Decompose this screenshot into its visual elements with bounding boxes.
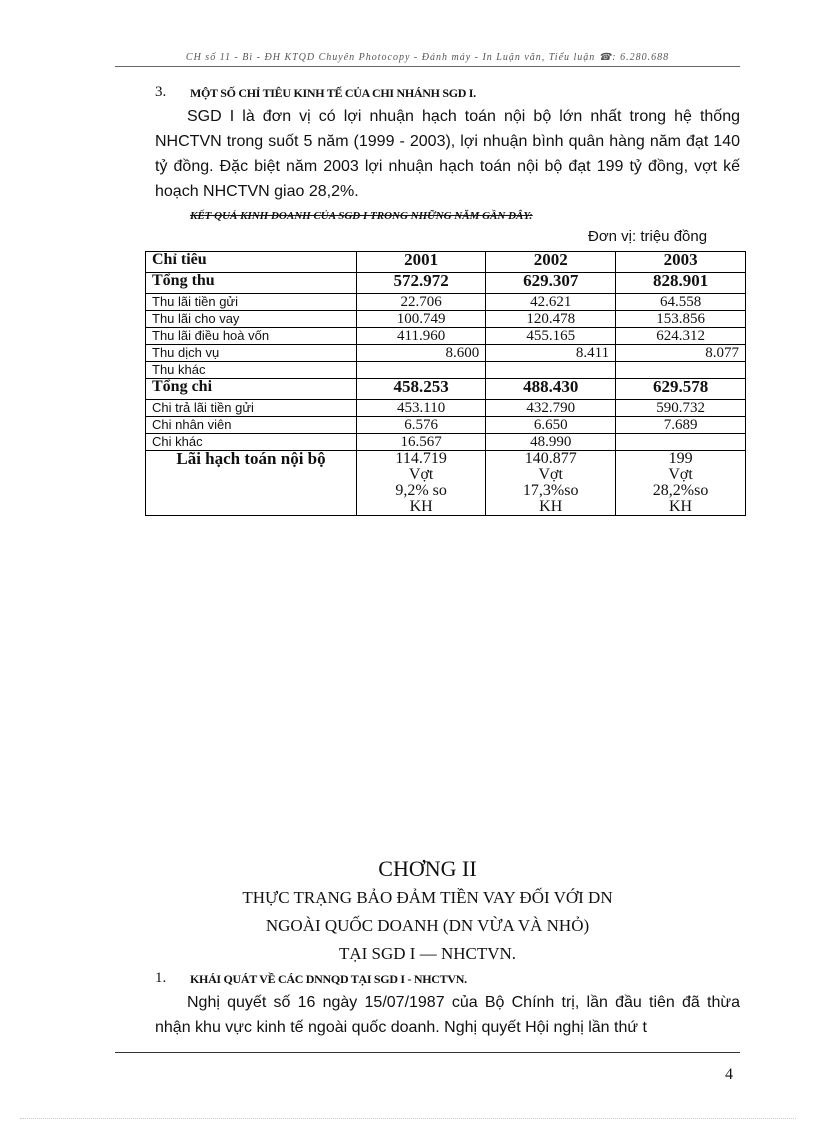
row-label: Chi trả lãi tiền gửi xyxy=(146,400,357,417)
section-1-paragraph xyxy=(155,990,740,1040)
page-header: CH số 11 - Bì - ĐH KTQD Chuyên Photocopy - Đánh máy - In Luận văn, Tiểu luận ☎: 6.280.688 xyxy=(185,52,670,63)
cell-2002: 455.165 xyxy=(486,328,616,345)
table-title: KẾT QUẢ KINH DOANH CỦA SGD I TRONG NHỮNG NĂM GẦN ĐÂY: xyxy=(190,210,533,222)
page-number: 4 xyxy=(725,1066,733,1083)
cell-2001: 16.567 xyxy=(357,434,486,451)
cell-2002 xyxy=(486,362,616,379)
table-row xyxy=(146,417,746,434)
row-label: Chi nhân viên xyxy=(146,417,357,434)
section-1-text: Nghị quyết số 16 ngày 15/07/1987 của Bộ Chính trị, lần đầu tiên đã thừa nhận khu vực kinh tế ngoài quốc doanh. Nghị quyết Hội nghị lần thứ t xyxy=(155,994,740,1036)
table-header-row xyxy=(146,252,746,273)
cell-2002: 432.790 xyxy=(486,400,616,417)
row-label: Thu lãi tiền gửi xyxy=(146,294,357,311)
cell-2003: 153.856 xyxy=(616,311,746,328)
cell-2003: 629.578 xyxy=(616,379,746,400)
cell-2003: 7.689 xyxy=(616,417,746,434)
profit-percent: 28,2%so xyxy=(652,482,709,499)
header-cell: 2001 xyxy=(357,252,486,273)
cell-2003: 64.558 xyxy=(616,294,746,311)
row-label: Thu khác xyxy=(146,362,357,379)
profit-percent: 9,2% so xyxy=(395,482,447,499)
profit-plan: KH xyxy=(539,498,563,515)
cell-2001: 458.253 xyxy=(357,379,486,400)
profit-value: 199 xyxy=(668,450,693,467)
bottom-dotted-border xyxy=(20,1118,796,1119)
section-1-number: 1. xyxy=(155,970,167,986)
section-3-title: MỘT SỐ CHỈ TIÊU KINH TẾ CỦA CHI NHÁNH SGD I. xyxy=(190,86,476,100)
header-divider xyxy=(115,66,740,67)
cell-2003: 624.312 xyxy=(616,328,746,345)
table-row-profit xyxy=(146,451,746,516)
business-results-table xyxy=(145,251,746,516)
section-1-title: KHÁI QUÁT VỀ CÁC DNNQD TẠI SGD I - NHCTVN. xyxy=(190,972,467,986)
table-row xyxy=(146,328,746,345)
table-row xyxy=(146,434,746,451)
cell-2002: 8.411 xyxy=(486,345,616,362)
cell-2003 xyxy=(616,451,746,516)
cell-2002: 48.990 xyxy=(486,434,616,451)
table-row xyxy=(146,362,746,379)
cell-2001: 411.960 xyxy=(357,328,486,345)
section-3-number: 3. xyxy=(155,84,167,100)
cell-2002: 488.430 xyxy=(486,379,616,400)
chapter-subtitle-line2: NGOÀI QUỐC DOANH (DN VỪA VÀ NHỎ) xyxy=(265,916,590,935)
row-label: Tổng chi xyxy=(146,379,357,400)
profit-plan: KH xyxy=(669,498,693,515)
row-label: Chi khác xyxy=(146,434,357,451)
profit-note: Vợt xyxy=(538,466,563,483)
profit-value: 114.719 xyxy=(395,450,447,467)
header-cell: 2002 xyxy=(486,252,616,273)
profit-note: Vợt xyxy=(668,466,693,483)
table-unit: Đơn vị: triệu đồng xyxy=(588,228,708,245)
cell-2002: 6.650 xyxy=(486,417,616,434)
cell-2001 xyxy=(357,362,486,379)
chapter-subtitle-line1: THỰC TRẠNG BẢO ĐẢM TIỀN VAY ĐỐI VỚI DN xyxy=(242,888,613,907)
header-cell: 2003 xyxy=(616,252,746,273)
section-3-text: SGD I là đơn vị có lợi nhuận hạch toán nội bộ lớn nhất trong hệ thống NHCTVN trong suốt 5 năm (1999 - 2003), lợi nhuận bình quân hàng năm đạt 140 tỷ đồng. Đặc biệt năm 2003 lợi nhuận hạch toán nội bộ đạt 199 tỷ đồng, vợt kế hoạch NHCTVN giao 28,2%. xyxy=(155,108,740,200)
table-row xyxy=(146,294,746,311)
table-row xyxy=(146,400,746,417)
cell-2001: 100.749 xyxy=(357,311,486,328)
table-row xyxy=(146,345,746,362)
cell-2001: 453.110 xyxy=(357,400,486,417)
header-cell: Chỉ tiêu xyxy=(146,252,357,273)
cell-2001: 6.576 xyxy=(357,417,486,434)
cell-2003: 590.732 xyxy=(616,400,746,417)
cell-2003: 828.901 xyxy=(616,273,746,294)
cell-2001: 8.600 xyxy=(357,345,486,362)
cell-2001 xyxy=(357,451,486,516)
cell-2002: 120.478 xyxy=(486,311,616,328)
footer-divider xyxy=(115,1052,740,1053)
cell-2001: 22.706 xyxy=(357,294,486,311)
profit-value: 140.877 xyxy=(524,450,577,467)
table-row xyxy=(146,273,746,294)
cell-2002: 42.621 xyxy=(486,294,616,311)
section-3-paragraph xyxy=(155,104,740,204)
cell-2003 xyxy=(616,362,746,379)
table-row xyxy=(146,311,746,328)
row-label: Thu lãi điều hoà vốn xyxy=(146,328,357,345)
cell-2002: 629.307 xyxy=(486,273,616,294)
profit-percent: 17,3%so xyxy=(522,482,579,499)
cell-2003 xyxy=(616,434,746,451)
row-label: Thu dịch vụ xyxy=(146,345,357,362)
row-label: Thu lãi cho vay xyxy=(146,311,357,328)
cell-2003: 8.077 xyxy=(616,345,746,362)
chapter-subtitle-line3: TẠI SGD I — NHCTVN. xyxy=(338,944,517,963)
profit-note: Vợt xyxy=(408,466,434,483)
cell-2002 xyxy=(486,451,616,516)
row-label: Lãi hạch toán nội bộ xyxy=(146,451,357,516)
table-row xyxy=(146,379,746,400)
chapter-title: CHƠNG II xyxy=(378,856,477,881)
cell-2001: 572.972 xyxy=(357,273,486,294)
row-label: Tổng thu xyxy=(146,273,357,294)
profit-plan: KH xyxy=(409,498,433,515)
